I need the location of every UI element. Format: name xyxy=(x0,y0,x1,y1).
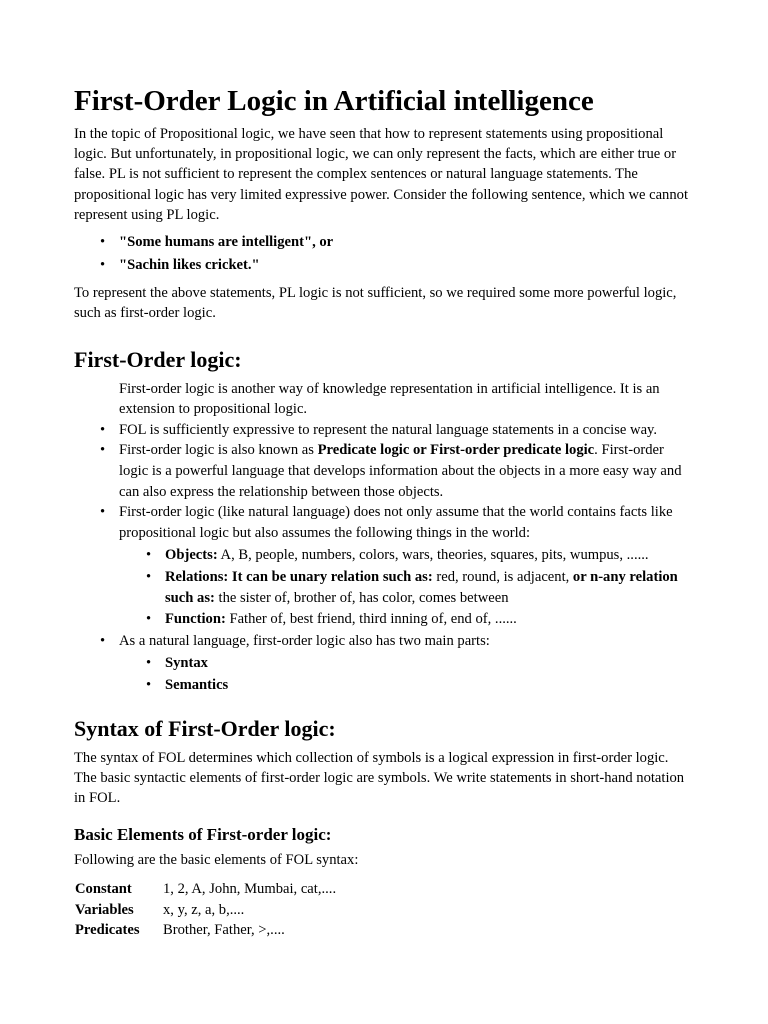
basic-elements-table xyxy=(75,879,336,940)
syntax-section xyxy=(74,716,694,809)
table-row xyxy=(75,879,336,899)
relations-label: Relations: It can be unary relation such as: xyxy=(165,568,433,585)
fol-heading: First-Order logic: xyxy=(74,346,242,372)
basic-elements-paragraph: Following are the basic elements of FOL syntax: xyxy=(74,852,359,869)
fol-item-3-post: . First-order logic is a powerful language that develops information about the objects in a more easy way and can also express the relationship between those objects. xyxy=(119,442,682,500)
list-item xyxy=(119,567,694,608)
fol-item-3-bold: Predicate logic or First-order predicate logic xyxy=(317,442,595,459)
fol-list xyxy=(74,379,694,696)
table-cell-key: Predicates xyxy=(75,922,140,939)
list-item xyxy=(74,631,694,696)
fol-item-3-pre: First-order logic is also known as xyxy=(119,442,318,459)
fol-item-2: FOL is sufficiently expressive to represent the natural language statements in a concise way. xyxy=(119,421,658,438)
list-item xyxy=(119,545,694,566)
page-title: First-Order Logic in Artificial intelligence xyxy=(74,85,594,117)
relations-text-1: red, round, is adjacent, xyxy=(432,568,573,585)
list-item xyxy=(119,653,694,674)
objects-text: A, B, people, numbers, colors, wars, theories, squares, pits, wumpus, ...... xyxy=(217,547,649,564)
list-item xyxy=(74,232,694,253)
relations-text-2: the sister of, brother of, has color, comes between xyxy=(214,589,509,606)
list-item xyxy=(74,379,694,420)
part-syntax: Syntax xyxy=(165,655,208,672)
parts-list xyxy=(119,653,694,695)
fol-section xyxy=(74,347,694,696)
table-cell-value: Brother, Father, >,.... xyxy=(163,922,285,939)
table-row xyxy=(75,900,336,920)
fol-item-4: First-order logic (like natural language) does not only assume that the world contains facts like propositional logic but also assumes the following things in the world: xyxy=(119,504,673,541)
syntax-paragraph: The syntax of FOL determines which collection of symbols is a logical expression in first-order logic. The basic syntactic elements of first-order logic are symbols. We write statements in short-hand notation in FOL. xyxy=(74,749,685,806)
fol-item-5: As a natural language, first-order logic also has two main parts: xyxy=(119,632,490,649)
fol-item-1: First-order logic is another way of knowledge representation in artificial intelligence. It is an extension to propositional logic. xyxy=(119,380,660,418)
relations-label-2: or n-any relation such as: xyxy=(165,568,678,606)
table-cell-value: 1, 2, A, John, Mumbai, cat,.... xyxy=(163,881,337,898)
list-item xyxy=(74,255,694,276)
example-text: "Sachin likes cricket." xyxy=(119,256,260,273)
table-cell-value: x, y, z, a, b,.... xyxy=(163,901,245,918)
table-cell-key: Variables xyxy=(75,901,134,918)
intro-paragraph: In the topic of Propositional logic, we have seen that how to represent statements using propositional logic. But unfortunately, in propositional logic, we can only represent the facts, which are either true or false. PL is not sufficient to represent the complex sentences or natural language statements. The propositional logic has very limited expressive power. Consider the following sentence, which we cannot represent using PL logic. xyxy=(74,126,689,223)
list-item xyxy=(74,440,694,502)
list-item xyxy=(119,609,694,630)
example-text: "Some humans are intelligent", or xyxy=(119,234,334,251)
world-things-list xyxy=(119,545,694,629)
basic-elements-heading: Basic Elements of First-order logic: xyxy=(74,825,332,845)
basic-elements-section xyxy=(74,824,694,940)
example-list xyxy=(74,232,694,275)
syntax-heading: Syntax of First-Order logic: xyxy=(74,715,336,741)
list-item xyxy=(74,420,694,441)
function-text: Father of, best friend, third inning of, end of, ...... xyxy=(225,611,517,628)
function-label: Function: xyxy=(165,611,226,628)
after-examples-paragraph: To represent the above statements, PL logic is not sufficient, so we required some more powerful logic, such as first-order logic. xyxy=(74,285,677,322)
list-item xyxy=(74,502,694,630)
list-item xyxy=(119,675,694,696)
objects-label: Objects: xyxy=(165,547,218,564)
part-semantics: Semantics xyxy=(165,676,229,693)
table-row xyxy=(75,920,336,940)
table-cell-key: Constant xyxy=(75,881,132,898)
